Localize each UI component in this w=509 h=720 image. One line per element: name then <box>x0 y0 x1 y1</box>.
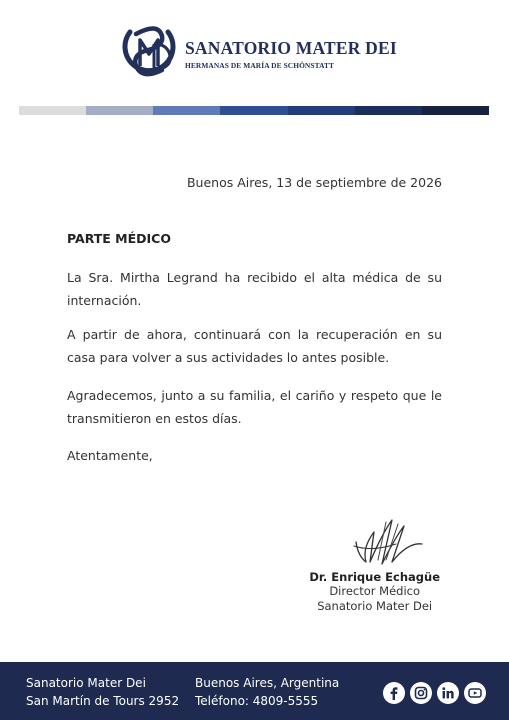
signer-role: Director Médico <box>329 584 421 598</box>
msd-logo-icon <box>118 20 180 82</box>
color-bar-segment <box>19 106 86 115</box>
header-color-bar <box>19 106 489 115</box>
color-bar-segment <box>86 106 153 115</box>
brand-block <box>185 38 397 70</box>
letter-date: Buenos Aires, 13 de septiembre de 2026 <box>186 175 442 190</box>
youtube-icon[interactable] <box>464 682 486 704</box>
color-bar-segment <box>288 106 355 115</box>
color-bar-segment <box>422 106 489 115</box>
facebook-icon[interactable] <box>383 682 405 704</box>
footer-street: San Martín de Tours 2952 <box>26 694 180 708</box>
instagram-icon[interactable] <box>410 682 432 704</box>
footer-address <box>26 674 179 710</box>
letter-paragraph: A partir de ahora, continuará con la recuperación en su casa para volver a sus actividades lo antes posible. <box>67 327 442 365</box>
color-bar-segment <box>220 106 287 115</box>
letter-title: PARTE MÉDICO <box>67 231 171 246</box>
social-links <box>383 682 486 704</box>
linkedin-icon[interactable] <box>437 682 459 704</box>
letter-paragraph: La Sra. Mirtha Legrand ha recibido el alta médica de su internación. <box>67 270 442 308</box>
footer-contact <box>195 674 339 710</box>
signer-institution: Sanatorio Mater Dei <box>317 599 433 613</box>
footer-city: Buenos Aires, Argentina <box>195 676 340 690</box>
signer-name: Dr. Enrique Echagüe <box>309 570 440 584</box>
brand-subtitle: HERMANAS DE MARÍA DE SCHÖNSTATT <box>185 61 335 70</box>
footer-name: Sanatorio Mater Dei <box>26 676 146 690</box>
color-bar-segment <box>153 106 220 115</box>
brand-name: SANATORIO MATER DEI <box>185 38 397 58</box>
letter-paragraph: Agradecemos, junto a su familia, el cariño y respeto que le transmitieron en estos días. <box>67 388 442 426</box>
handwritten-signature-icon <box>352 512 426 570</box>
signature-block <box>309 570 440 614</box>
color-bar-segment <box>355 106 422 115</box>
footer-phone: Teléfono: 4809-5555 <box>195 694 319 708</box>
footer <box>0 662 509 720</box>
letter-closing: Atentamente, <box>67 448 153 463</box>
